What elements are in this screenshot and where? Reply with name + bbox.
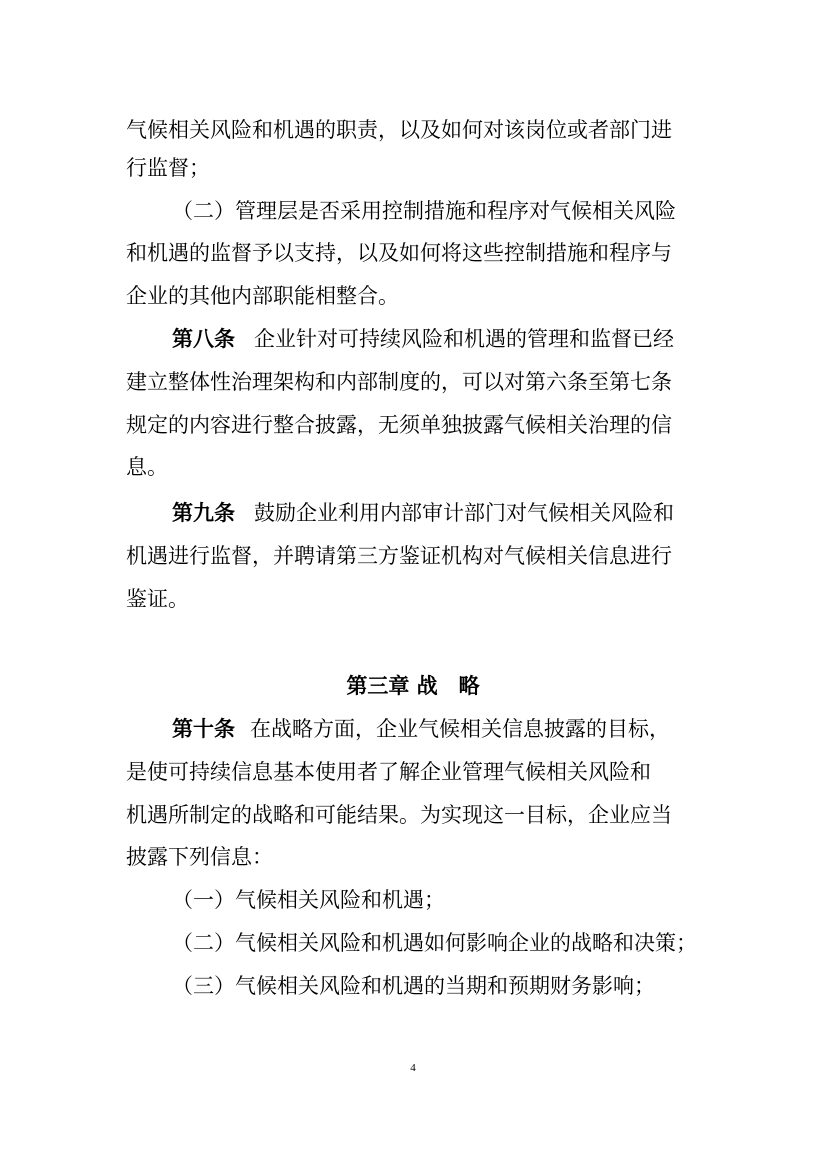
text-line: 行监督； [126, 156, 210, 180]
paragraph-line [0, 795, 826, 835]
paragraph-line [0, 362, 826, 402]
paragraph-line [0, 110, 826, 150]
article-10-line [0, 709, 826, 749]
text-line: 气候相关风险和机遇的职责，以及如何对该岗位或者部门进 [126, 118, 672, 142]
article-heading: 第八条 [172, 326, 235, 351]
text-line: 在战略方面，企业气候相关信息披露的目标， [250, 717, 670, 741]
text-line: 是使可持续信息基本使用者了解企业管理气候相关风险和 [126, 760, 651, 784]
paragraph-line [0, 233, 826, 273]
paragraph-line [0, 752, 826, 792]
text-line: 机遇进行监督，并聘请第三方鉴证机构对气候相关信息进行 [126, 544, 672, 568]
text-line: 披露下列信息： [126, 845, 273, 869]
paragraph-line [0, 447, 826, 487]
text-line: （三）气候相关风险和机遇的当期和预期财务影响； [172, 974, 655, 998]
paragraph-line [0, 579, 826, 619]
text-line: 建立整体性治理架构和内部制度的，可以对第六条至第七条 [126, 370, 672, 394]
list-item [0, 880, 826, 920]
article-heading: 第九条 [172, 500, 235, 525]
page-number: 4 [410, 1062, 416, 1074]
article-9-line [0, 493, 826, 533]
article-heading: 第十条 [172, 716, 235, 741]
list-item [0, 966, 826, 1006]
text-line: 企业的其他内部职能相整合。 [126, 284, 399, 308]
paragraph-line [0, 837, 826, 877]
paragraph-line [0, 191, 826, 231]
paragraph-line [0, 276, 826, 316]
text-line: 机遇所制定的战略和可能结果。为实现这一目标，企业应当 [126, 803, 672, 827]
text-line: 企业针对可持续风险和机遇的管理和监督已经 [254, 327, 674, 351]
paragraph-line [0, 405, 826, 445]
chapter-title: 第三章 战 略 [346, 673, 480, 698]
text-line: 和机遇的监督予以支持，以及如何将这些控制措施和程序与 [126, 241, 672, 265]
paragraph-line [0, 148, 826, 188]
text-line: 鉴证。 [126, 587, 189, 611]
text-line: 规定的内容进行整合披露，无须单独披露气候相关治理的信 [126, 413, 672, 437]
article-8-line [0, 319, 826, 359]
paragraph-line [0, 536, 826, 576]
text-line: （二）气候相关风险和机遇如何影响企业的战略和决策； [172, 931, 697, 955]
text-line: 鼓励企业利用内部审计部门对气候相关风险和 [254, 501, 674, 525]
list-item [0, 923, 826, 963]
text-line: （二）管理层是否采用控制措施和程序对气候相关风险 [172, 199, 676, 223]
text-line: 息。 [126, 455, 168, 479]
text-line: （一）气候相关风险和机遇； [172, 888, 445, 912]
